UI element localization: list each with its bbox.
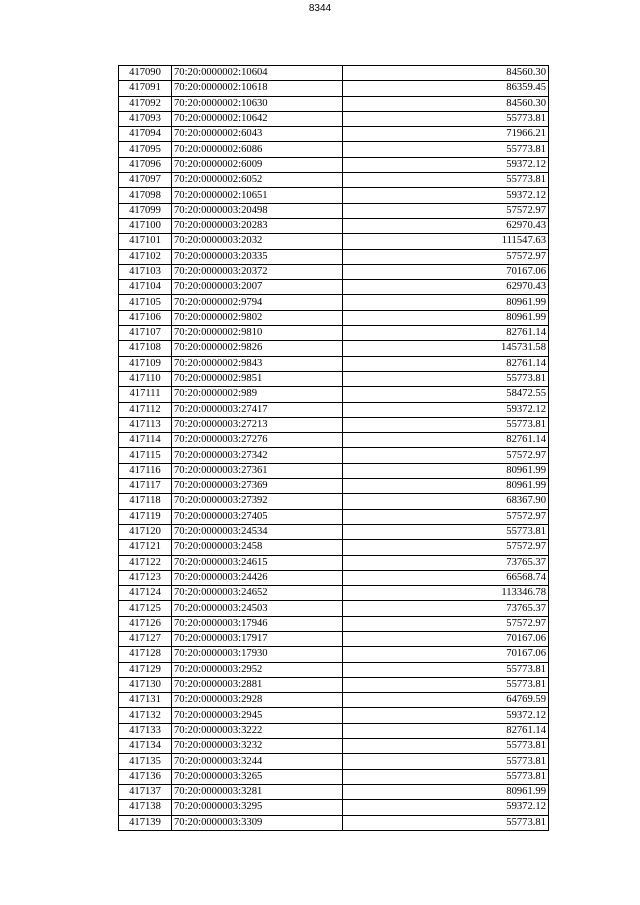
row-number-cell: 417137 [119, 784, 172, 799]
value-cell: 55773.81 [343, 754, 549, 769]
row-number-cell: 417119 [119, 509, 172, 524]
table-row [119, 463, 549, 478]
value-cell: 57572.97 [343, 448, 549, 463]
value-cell: 55773.81 [343, 173, 549, 188]
table-row [119, 631, 549, 646]
row-number-cell: 417102 [119, 249, 172, 264]
row-number-cell: 417121 [119, 540, 172, 555]
cadastral-number-cell: 70:20:0000002:6009 [172, 157, 343, 172]
cadastral-number-cell: 70:20:0000002:10618 [172, 81, 343, 96]
table-row [119, 356, 549, 371]
cadastral-number-cell: 70:20:0000002:9826 [172, 341, 343, 356]
table-row [119, 371, 549, 386]
cadastral-number-cell: 70:20:0000003:17946 [172, 616, 343, 631]
table-row [119, 570, 549, 585]
row-number-cell: 417120 [119, 524, 172, 539]
cadastral-number-cell: 70:20:0000002:9802 [172, 310, 343, 325]
row-number-cell: 417125 [119, 601, 172, 616]
value-cell: 59372.12 [343, 188, 549, 203]
row-number-cell: 417116 [119, 463, 172, 478]
table-row [119, 218, 549, 233]
cadastral-number-cell: 70:20:0000003:27369 [172, 479, 343, 494]
value-cell: 62970.43 [343, 218, 549, 233]
row-number-cell: 417113 [119, 417, 172, 432]
row-number-cell: 417139 [119, 815, 172, 830]
value-cell: 57572.97 [343, 540, 549, 555]
value-cell: 70167.06 [343, 647, 549, 662]
table-row [119, 111, 549, 126]
row-number-cell: 417122 [119, 555, 172, 570]
row-number-cell: 417129 [119, 662, 172, 677]
registry-table [118, 65, 549, 831]
cadastral-number-cell: 70:20:0000002:9810 [172, 326, 343, 341]
table-row [119, 784, 549, 799]
table-row [119, 662, 549, 677]
cadastral-number-cell: 70:20:0000003:2007 [172, 280, 343, 295]
cadastral-number-cell: 70:20:0000003:3222 [172, 723, 343, 738]
cadastral-number-cell: 70:20:0000003:2458 [172, 540, 343, 555]
cadastral-number-cell: 70:20:0000003:20283 [172, 218, 343, 233]
row-number-cell: 417104 [119, 280, 172, 295]
row-number-cell: 417133 [119, 723, 172, 738]
value-cell: 62970.43 [343, 280, 549, 295]
value-cell: 70167.06 [343, 264, 549, 279]
table-row [119, 173, 549, 188]
table-row [119, 555, 549, 570]
cadastral-number-cell: 70:20:0000003:20372 [172, 264, 343, 279]
cadastral-number-cell: 70:20:0000003:2952 [172, 662, 343, 677]
table-row [119, 800, 549, 815]
row-number-cell: 417134 [119, 739, 172, 754]
table-row [119, 586, 549, 601]
value-cell: 58472.55 [343, 387, 549, 402]
table-row [119, 754, 549, 769]
cadastral-number-cell: 70:20:0000003:17930 [172, 647, 343, 662]
value-cell: 59372.12 [343, 708, 549, 723]
table-row [119, 310, 549, 325]
table-row [119, 188, 549, 203]
value-cell: 145731.58 [343, 341, 549, 356]
cadastral-number-cell: 70:20:0000003:27276 [172, 433, 343, 448]
row-number-cell: 417112 [119, 402, 172, 417]
cadastral-number-cell: 70:20:0000003:27342 [172, 448, 343, 463]
value-cell: 84560.30 [343, 66, 549, 81]
table-row [119, 295, 549, 310]
table-row [119, 326, 549, 341]
cadastral-number-cell: 70:20:0000003:3265 [172, 769, 343, 784]
table-row [119, 448, 549, 463]
table-row [119, 509, 549, 524]
cadastral-number-cell: 70:20:0000002:9843 [172, 356, 343, 371]
row-number-cell: 417110 [119, 371, 172, 386]
table-row [119, 66, 549, 81]
row-number-cell: 417118 [119, 494, 172, 509]
cadastral-number-cell: 70:20:0000003:27405 [172, 509, 343, 524]
value-cell: 59372.12 [343, 402, 549, 417]
cadastral-number-cell: 70:20:0000003:3309 [172, 815, 343, 830]
row-number-cell: 417138 [119, 800, 172, 815]
table-row [119, 647, 549, 662]
cadastral-number-cell: 70:20:0000002:10642 [172, 111, 343, 126]
value-cell: 80961.99 [343, 479, 549, 494]
table-row [119, 677, 549, 692]
cadastral-number-cell: 70:20:0000003:24503 [172, 601, 343, 616]
registry-table-body [119, 66, 549, 831]
table-row [119, 81, 549, 96]
row-number-cell: 417130 [119, 677, 172, 692]
row-number-cell: 417115 [119, 448, 172, 463]
row-number-cell: 417093 [119, 111, 172, 126]
row-number-cell: 417131 [119, 693, 172, 708]
table-row [119, 524, 549, 539]
row-number-cell: 417107 [119, 326, 172, 341]
value-cell: 55773.81 [343, 769, 549, 784]
table-row [119, 249, 549, 264]
cadastral-number-cell: 70:20:0000003:20335 [172, 249, 343, 264]
value-cell: 82761.14 [343, 723, 549, 738]
value-cell: 59372.12 [343, 800, 549, 815]
cadastral-number-cell: 70:20:0000002:9794 [172, 295, 343, 310]
row-number-cell: 417100 [119, 218, 172, 233]
cadastral-number-cell: 70:20:0000003:27361 [172, 463, 343, 478]
row-number-cell: 417101 [119, 234, 172, 249]
cadastral-number-cell: 70:20:0000003:2881 [172, 677, 343, 692]
cadastral-number-cell: 70:20:0000003:24615 [172, 555, 343, 570]
value-cell: 82761.14 [343, 356, 549, 371]
table-row [119, 433, 549, 448]
table-row [119, 815, 549, 830]
value-cell: 111547.63 [343, 234, 549, 249]
row-number-cell: 417094 [119, 127, 172, 142]
cadastral-number-cell: 70:20:0000002:9851 [172, 371, 343, 386]
cadastral-number-cell: 70:20:0000002:6052 [172, 173, 343, 188]
table-row [119, 479, 549, 494]
row-number-cell: 417114 [119, 433, 172, 448]
value-cell: 70167.06 [343, 631, 549, 646]
row-number-cell: 417091 [119, 81, 172, 96]
value-cell: 55773.81 [343, 815, 549, 830]
cadastral-number-cell: 70:20:0000002:10651 [172, 188, 343, 203]
row-number-cell: 417092 [119, 96, 172, 111]
row-number-cell: 417098 [119, 188, 172, 203]
cadastral-number-cell: 70:20:0000003:20498 [172, 203, 343, 218]
value-cell: 73765.37 [343, 555, 549, 570]
table-row [119, 540, 549, 555]
value-cell: 84560.30 [343, 96, 549, 111]
table-row [119, 341, 549, 356]
row-number-cell: 417128 [119, 647, 172, 662]
cadastral-number-cell: 70:20:0000002:6043 [172, 127, 343, 142]
value-cell: 64769.59 [343, 693, 549, 708]
table-row [119, 616, 549, 631]
cadastral-number-cell: 70:20:0000003:3295 [172, 800, 343, 815]
table-row [119, 157, 549, 172]
value-cell: 82761.14 [343, 326, 549, 341]
value-cell: 80961.99 [343, 295, 549, 310]
table-row [119, 96, 549, 111]
value-cell: 82761.14 [343, 433, 549, 448]
row-number-cell: 417096 [119, 157, 172, 172]
cadastral-number-cell: 70:20:0000003:2032 [172, 234, 343, 249]
value-cell: 57572.97 [343, 249, 549, 264]
cadastral-number-cell: 70:20:0000002:6086 [172, 142, 343, 157]
value-cell: 55773.81 [343, 524, 549, 539]
table-row [119, 739, 549, 754]
value-cell: 71966.21 [343, 127, 549, 142]
value-cell: 55773.81 [343, 417, 549, 432]
value-cell: 113346.78 [343, 586, 549, 601]
table-row [119, 234, 549, 249]
table-row [119, 708, 549, 723]
cadastral-number-cell: 70:20:0000003:27213 [172, 417, 343, 432]
row-number-cell: 417108 [119, 341, 172, 356]
value-cell: 55773.81 [343, 677, 549, 692]
table-row [119, 387, 549, 402]
row-number-cell: 417132 [119, 708, 172, 723]
cadastral-number-cell: 70:20:0000003:3232 [172, 739, 343, 754]
cadastral-number-cell: 70:20:0000003:24534 [172, 524, 343, 539]
cadastral-number-cell: 70:20:0000003:27392 [172, 494, 343, 509]
cadastral-number-cell: 70:20:0000003:3244 [172, 754, 343, 769]
row-number-cell: 417127 [119, 631, 172, 646]
value-cell: 55773.81 [343, 739, 549, 754]
value-cell: 55773.81 [343, 111, 549, 126]
table-row [119, 280, 549, 295]
value-cell: 68367.90 [343, 494, 549, 509]
table-row [119, 264, 549, 279]
table-row [119, 494, 549, 509]
value-cell: 55773.81 [343, 142, 549, 157]
value-cell: 59372.12 [343, 157, 549, 172]
row-number-cell: 417106 [119, 310, 172, 325]
row-number-cell: 417126 [119, 616, 172, 631]
row-number-cell: 417099 [119, 203, 172, 218]
cadastral-number-cell: 70:20:0000003:2928 [172, 693, 343, 708]
row-number-cell: 417103 [119, 264, 172, 279]
cadastral-number-cell: 70:20:0000003:27417 [172, 402, 343, 417]
cadastral-number-cell: 70:20:0000003:3281 [172, 784, 343, 799]
value-cell: 80961.99 [343, 784, 549, 799]
row-number-cell: 417097 [119, 173, 172, 188]
row-number-cell: 417111 [119, 387, 172, 402]
row-number-cell: 417117 [119, 479, 172, 494]
table-row [119, 127, 549, 142]
row-number-cell: 417123 [119, 570, 172, 585]
cadastral-number-cell: 70:20:0000002:10630 [172, 96, 343, 111]
row-number-cell: 417105 [119, 295, 172, 310]
row-number-cell: 417124 [119, 586, 172, 601]
row-number-cell: 417136 [119, 769, 172, 784]
table-row [119, 142, 549, 157]
cadastral-number-cell: 70:20:0000003:24426 [172, 570, 343, 585]
table-row [119, 417, 549, 432]
cadastral-number-cell: 70:20:0000002:10604 [172, 66, 343, 81]
table-row [119, 203, 549, 218]
table-row [119, 601, 549, 616]
value-cell: 55773.81 [343, 662, 549, 677]
value-cell: 57572.97 [343, 203, 549, 218]
value-cell: 57572.97 [343, 509, 549, 524]
value-cell: 80961.99 [343, 310, 549, 325]
table-row [119, 723, 549, 738]
value-cell: 55773.81 [343, 371, 549, 386]
cadastral-number-cell: 70:20:0000003:24652 [172, 586, 343, 601]
cadastral-number-cell: 70:20:0000003:17917 [172, 631, 343, 646]
cadastral-number-cell: 70:20:0000003:2945 [172, 708, 343, 723]
row-number-cell: 417135 [119, 754, 172, 769]
table-row [119, 769, 549, 784]
value-cell: 80961.99 [343, 463, 549, 478]
page-number: 8344 [308, 3, 332, 14]
row-number-cell: 417109 [119, 356, 172, 371]
value-cell: 73765.37 [343, 601, 549, 616]
value-cell: 86359.45 [343, 81, 549, 96]
table-row [119, 693, 549, 708]
cadastral-number-cell: 70:20:0000002:989 [172, 387, 343, 402]
value-cell: 66568.74 [343, 570, 549, 585]
table-row [119, 402, 549, 417]
value-cell: 57572.97 [343, 616, 549, 631]
row-number-cell: 417095 [119, 142, 172, 157]
row-number-cell: 417090 [119, 66, 172, 81]
